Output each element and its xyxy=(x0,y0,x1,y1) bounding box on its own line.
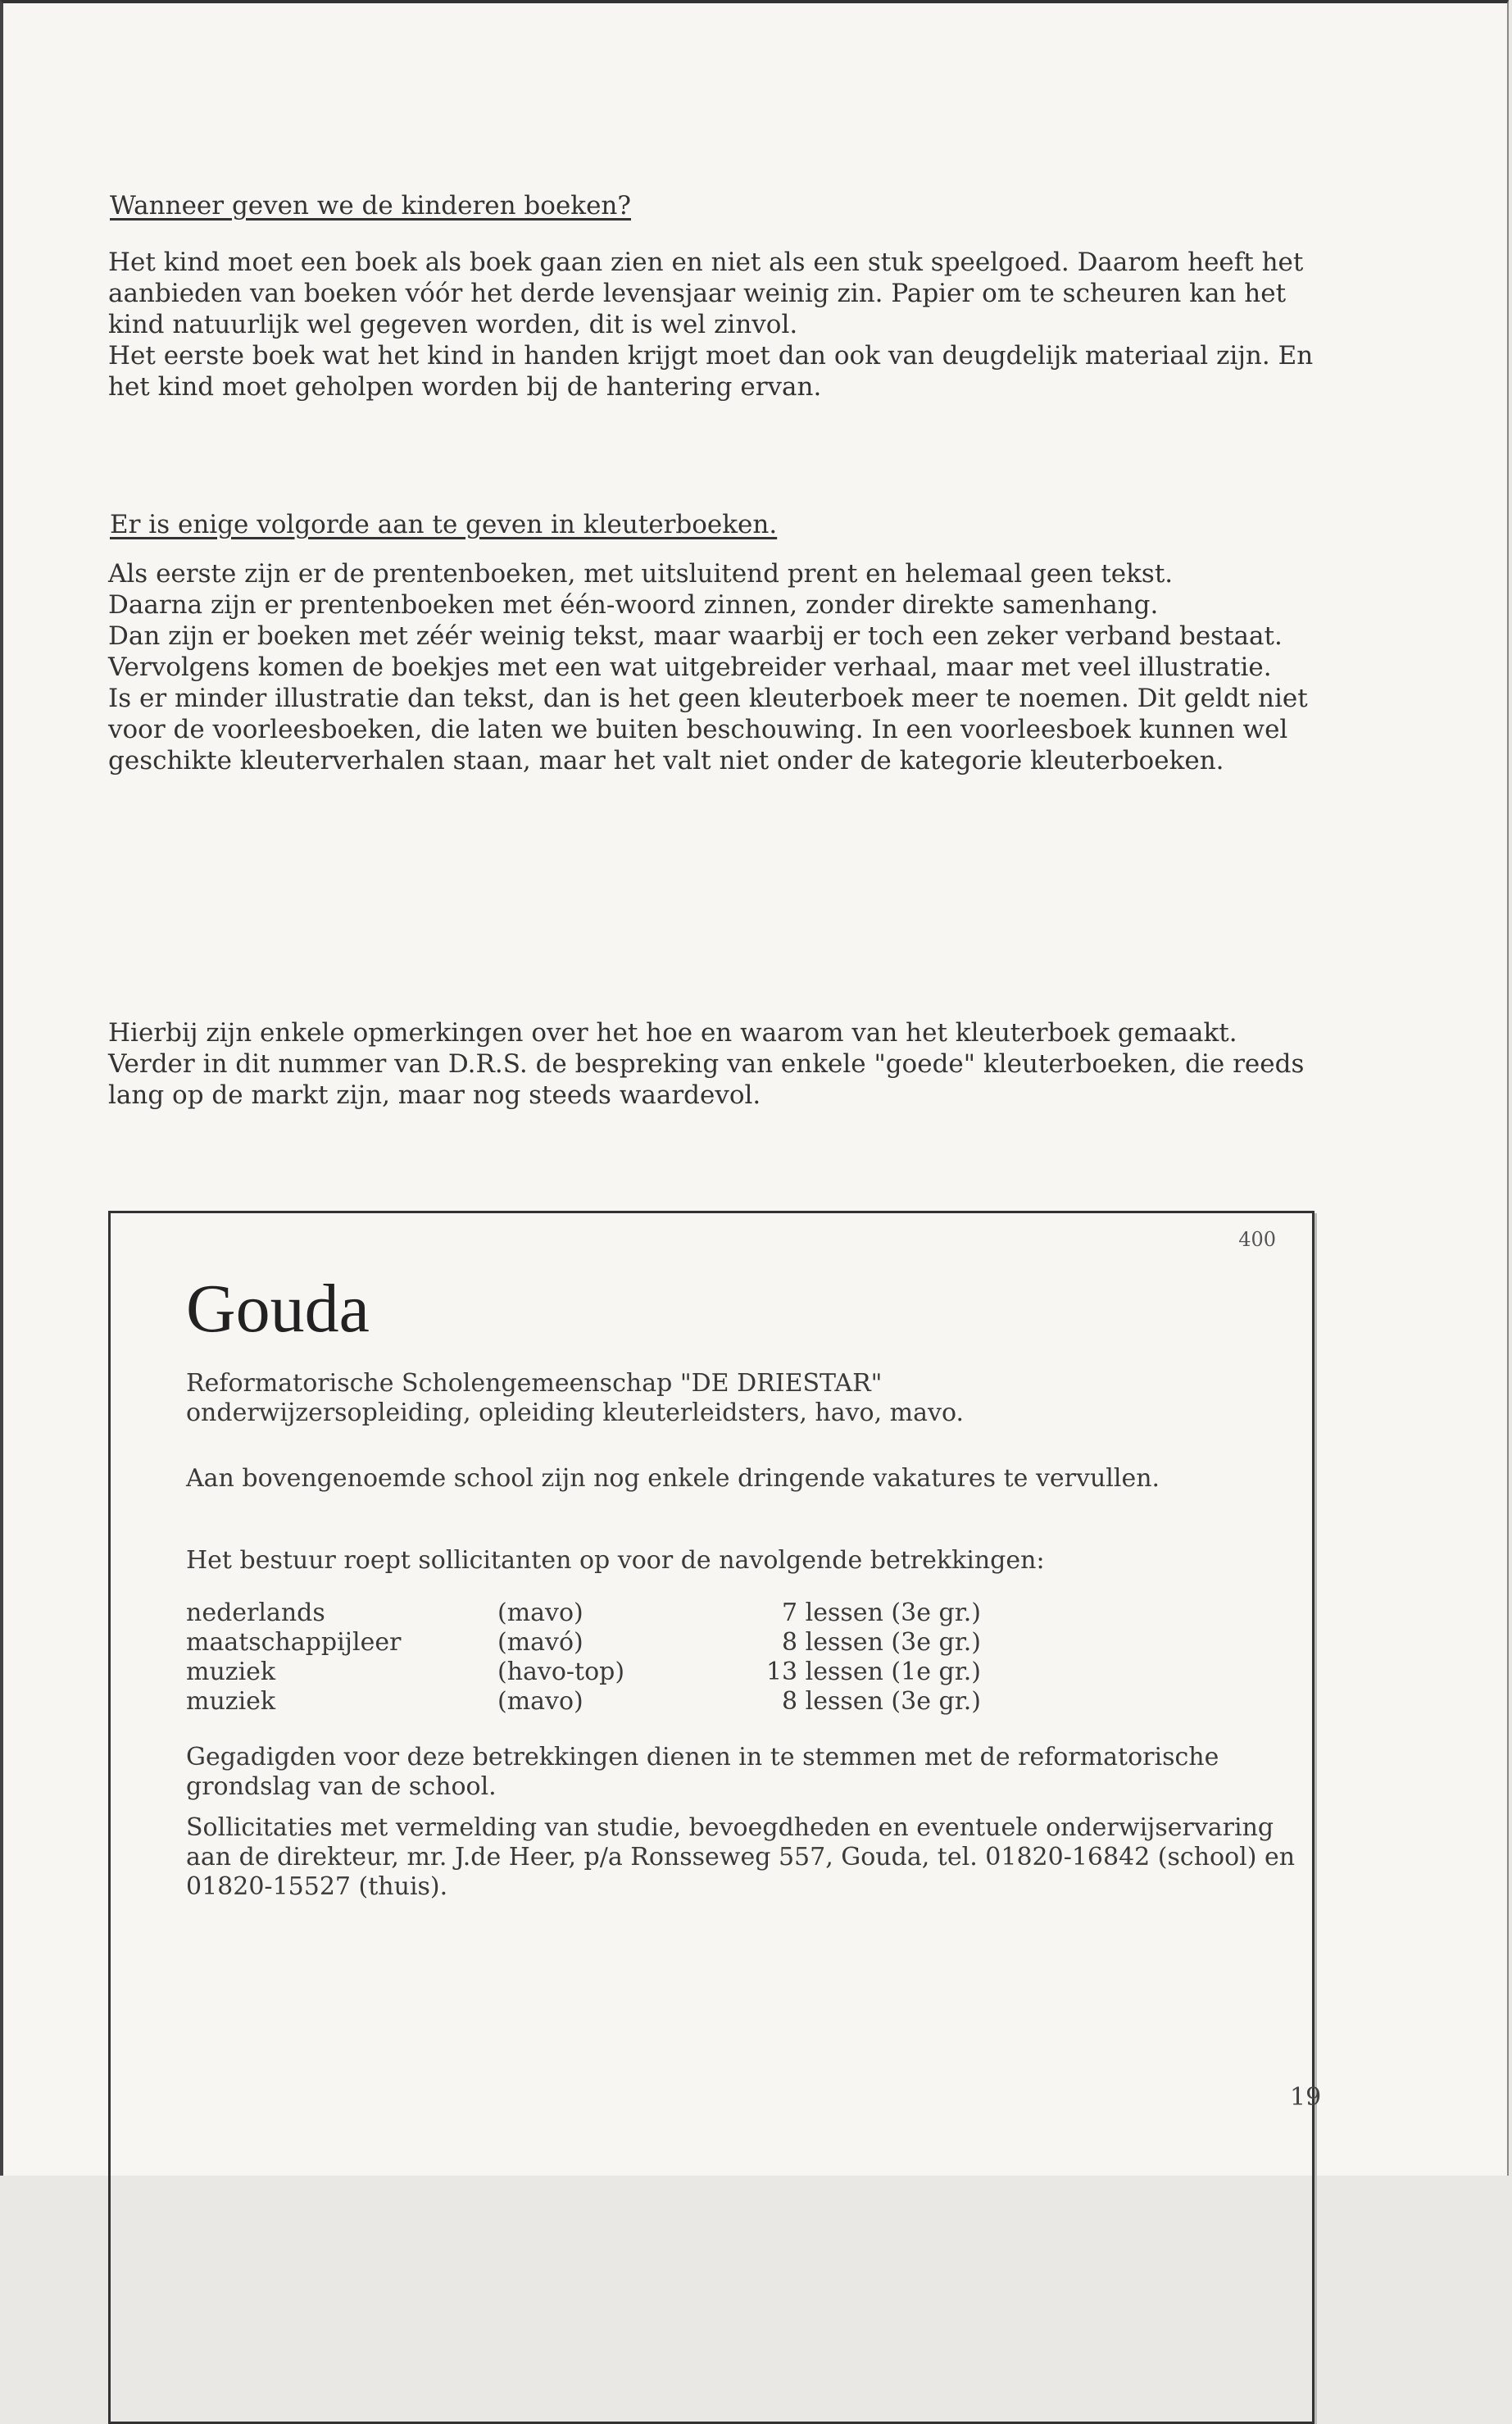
heading-when-books: Wanneer geven we de kinderen boeken? xyxy=(110,191,631,221)
section-1 xyxy=(108,247,1329,402)
vacancy-intro: Aan bovengenoemde school zijn nog enkele dringende vakatures te vervullen. xyxy=(186,1464,1160,1493)
paragraph-book-as-book: Het kind moet een boek als boek gaan zien en niet als een stuk speelgoed. Daarom heeft het aanbieden van boeken vóór het derde levensjaar weinig zin. Papier om te scheuren kan het kind natuurlijk wel gegeven worden, dit is wel zinvol. xyxy=(108,248,1304,339)
paragraph-one-word: Daarna zijn er prentenboeken met één-woord zinnen, zonder direkte samenhang. xyxy=(108,590,1159,620)
ad-application: Sollicitaties met vermelding van studie, bevoegdheden en eventuele onderwijservaring aan de direkteur, mr. J.de Heer, p/a Ronsseweg 557, Gouda, tel. 01820-16842 (school) en 01820-15527 (thuis). xyxy=(186,1813,1296,1901)
job-level: (mavó) xyxy=(497,1628,583,1657)
job-subject: maatschappijleer xyxy=(186,1628,402,1657)
job-subject: muziek xyxy=(186,1687,276,1716)
job-row xyxy=(186,1599,981,1628)
school-name: Reformatorische Scholengemeenschap "DE DRIESTAR" xyxy=(186,1369,883,1398)
job-hours: 7 lessen (3e gr.) xyxy=(782,1599,981,1627)
page-number: 19 xyxy=(1290,2083,1322,2112)
school-programs: onderwijzersopleiding, opleiding kleuterleidsters, havo, mavo. xyxy=(186,1398,965,1427)
job-level: (mavo) xyxy=(497,1599,583,1627)
school-description xyxy=(186,1369,1301,1428)
paragraph-first-book: Het eerste boek wat het kind in handen krijgt moet dan ook van deugdelijk materiaal zijn. En het kind moet geholpen worden bij de hantering ervan. xyxy=(108,341,1314,402)
job-subject: nederlands xyxy=(186,1599,325,1627)
ad-requirement: Gegadigden voor deze betrekkingen dienen in te stemmen met de reformatorische grondslag van de school. xyxy=(186,1743,1219,1801)
closing-paragraph: Hierbij zijn enkele opmerkingen over het hoe en waarom van het kleuterboek gemaakt. Verder in dit nummer van D.R.S. de bespreking van enkele "goede" kleuterboeken, die reeds lang op de markt zijn, maar nog steeds waardevol. xyxy=(108,1018,1305,1110)
job-row xyxy=(186,1658,981,1687)
heading-order: Er is enige volgorde aan te geven in kleuterboeken. xyxy=(110,510,778,539)
jobs-table xyxy=(186,1599,981,1717)
job-advertisement xyxy=(108,1211,1314,2424)
ad-code: 400 xyxy=(1238,1228,1276,1251)
paragraph-less-illustration: Is er minder illustratie dan tekst, dan is het geen kleuterboek meer te noemen. Dit geldt niet voor de voorleesboeken, die laten we buiten beschouwing. In een voorleesboek kunnen wel geschikte kleuterverhalen staan, maar het valt niet onder de kategorie kleuterboeken. xyxy=(108,684,1308,775)
job-hours: 8 lessen (3e gr.) xyxy=(782,1687,981,1716)
paragraph-picture-books: Als eerste zijn er de prentenboeken, met uitsluitend prent en helemaal geen tekst. xyxy=(108,559,1174,589)
job-row xyxy=(186,1628,981,1658)
paragraph-extended-story: Vervolgens komen de boekjes met een wat uitgebreider verhaal, maar met veel illustratie. xyxy=(108,653,1272,682)
job-hours: 8 lessen (3e gr.) xyxy=(782,1628,981,1657)
vacancy-call: Het bestuur roept sollicitanten op voor de navolgende betrekkingen: xyxy=(186,1546,1045,1575)
job-level: (havo-top) xyxy=(497,1658,625,1686)
job-subject: muziek xyxy=(186,1658,276,1686)
paragraph-little-text: Dan zijn er boeken met zéér weinig tekst, maar waarbij er toch een zeker verband bestaat. xyxy=(108,621,1283,651)
ad-city-title: Gouda xyxy=(186,1271,370,1347)
section-2 xyxy=(108,558,1329,776)
job-row xyxy=(186,1687,981,1717)
job-level: (mavo) xyxy=(497,1687,583,1716)
job-hours: 13 lessen (1e gr.) xyxy=(765,1658,981,1686)
